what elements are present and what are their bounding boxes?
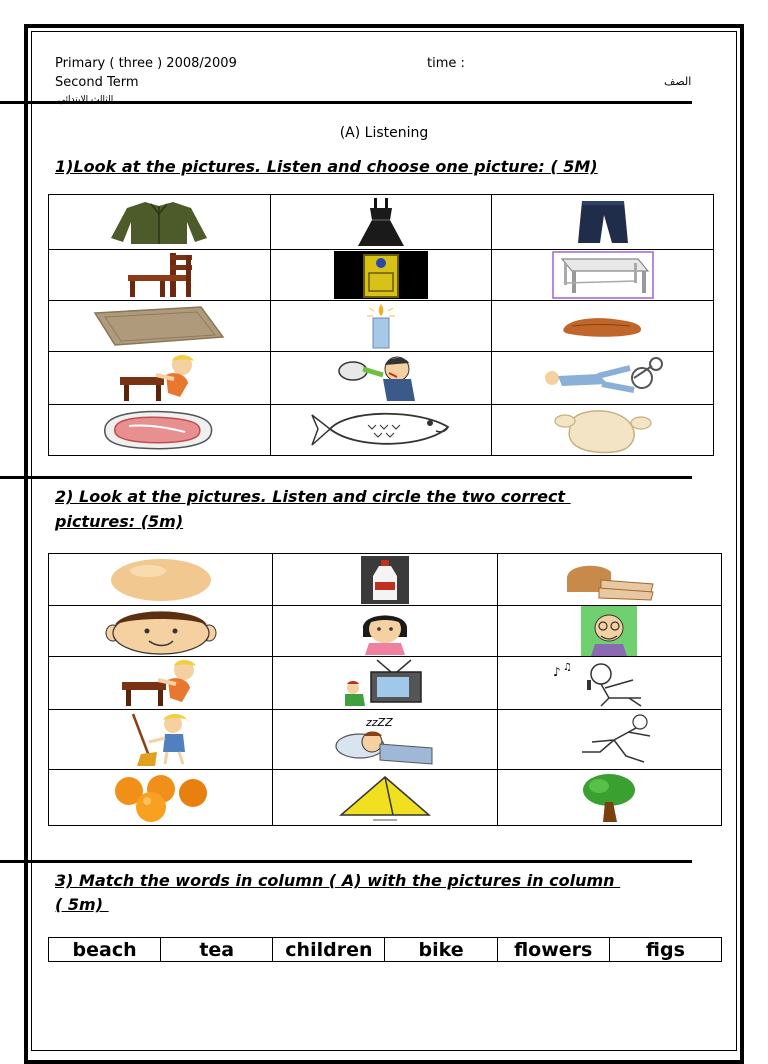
- section2-picture-table: [48, 553, 722, 826]
- page-inner-border: [31, 31, 737, 1051]
- word-cell[interactable]: bike: [385, 938, 497, 962]
- listening-heading: (A) Listening: [339, 125, 429, 141]
- s1-cell[interactable]: [49, 250, 271, 301]
- header-grade: الثالث الابتدائي: [58, 95, 114, 105]
- man-falling-icon: [538, 354, 668, 402]
- boy-sleeping-icon: [332, 712, 438, 768]
- s2-cell[interactable]: [49, 657, 273, 710]
- door-icon: [334, 251, 428, 299]
- boy-at-desk-icon: [116, 353, 202, 403]
- s2-cell[interactable]: [273, 710, 497, 770]
- s1-cell[interactable]: [492, 250, 714, 301]
- s1-cell[interactable]: [492, 195, 714, 250]
- pyramid-icon: [333, 773, 437, 823]
- s2-cell[interactable]: [49, 770, 273, 826]
- s1-cell[interactable]: [270, 250, 492, 301]
- s1-cell[interactable]: [270, 195, 492, 250]
- word-cell[interactable]: children: [273, 938, 385, 962]
- s1-cell[interactable]: [270, 352, 492, 405]
- rug-icon: [91, 303, 227, 349]
- header-school-year: Primary ( three ) 2008/2009: [55, 56, 237, 71]
- header-time-label: time :: [427, 56, 465, 71]
- word-cell[interactable]: figs: [609, 938, 721, 962]
- s2-cell[interactable]: [273, 657, 497, 710]
- s2-cell[interactable]: [273, 554, 497, 606]
- trousers-icon: [568, 199, 638, 245]
- fish-icon: [308, 407, 454, 453]
- svg-text:♫: ♫: [563, 662, 573, 673]
- table-icon: [552, 251, 654, 299]
- s1-cell[interactable]: [49, 405, 271, 456]
- boy-singing-icon: [549, 658, 669, 708]
- s1-cell[interactable]: [492, 352, 714, 405]
- section3-rule: [0, 860, 692, 863]
- grandfather-icon: [581, 606, 637, 656]
- header-class-label: الصف: [664, 75, 692, 88]
- section3-title-line1: 3) Match the words in column ( A) with the pictures in column: [55, 871, 621, 890]
- milk-bottle-icon: [361, 556, 409, 604]
- word-cell[interactable]: flowers: [497, 938, 609, 962]
- sweet-potato-icon: [560, 312, 646, 340]
- section2-title-line1: 2) Look at the pictures. Listen and circle the two correct: [55, 487, 571, 506]
- girl-icon: [355, 607, 415, 655]
- oranges-icon: [107, 773, 215, 823]
- s2-cell[interactable]: [497, 657, 721, 710]
- s1-cell[interactable]: [492, 405, 714, 456]
- s2-cell[interactable]: [497, 554, 721, 606]
- s1-cell[interactable]: [270, 301, 492, 352]
- s1-cell[interactable]: [49, 301, 271, 352]
- boy-watching-tv-icon: [337, 658, 433, 708]
- word-cell[interactable]: beach: [49, 938, 161, 962]
- svg-text:♪: ♪: [553, 665, 561, 679]
- s2-cell[interactable]: [497, 770, 721, 826]
- word-cell[interactable]: tea: [161, 938, 273, 962]
- jacket-icon: [107, 198, 211, 246]
- section3-word-table: [48, 937, 722, 962]
- section3-title-line2: ( 5m): [55, 895, 109, 914]
- boy-face-icon: [103, 607, 219, 655]
- section2-title-line2: pictures: (5m): [55, 512, 184, 531]
- boy-running-icon: [554, 712, 664, 768]
- section1-picture-table: [48, 194, 714, 456]
- s1-cell[interactable]: [49, 352, 271, 405]
- s2-cell[interactable]: [49, 554, 273, 606]
- header-term: Second Term: [55, 75, 139, 90]
- s2-cell[interactable]: [497, 606, 721, 657]
- s2-cell[interactable]: [273, 770, 497, 826]
- s2-cell[interactable]: [49, 606, 273, 657]
- s2-cell[interactable]: [49, 710, 273, 770]
- boy-at-desk-icon: [118, 658, 204, 708]
- tree-icon: [579, 772, 639, 824]
- s2-cell[interactable]: [497, 710, 721, 770]
- svg-text:zzZZ: zzZZ: [365, 715, 393, 729]
- candle-icon: [361, 302, 401, 350]
- egg-icon: [108, 557, 214, 603]
- chair-icon: [120, 251, 198, 299]
- meat-icon: [99, 408, 219, 452]
- dress-icon: [346, 196, 416, 248]
- s1-cell[interactable]: [270, 405, 492, 456]
- s2-cell[interactable]: [273, 606, 497, 657]
- s1-cell[interactable]: [492, 301, 714, 352]
- man-drinking-icon: [333, 353, 429, 403]
- section1-title: 1)Look at the pictures. Listen and choose one picture: ( 5M): [55, 157, 598, 176]
- bread-icon: [561, 558, 657, 602]
- s1-cell[interactable]: [49, 195, 271, 250]
- girl-sweeping-icon: [121, 712, 201, 768]
- chicken-icon: [551, 405, 655, 455]
- section2-rule: [0, 476, 692, 479]
